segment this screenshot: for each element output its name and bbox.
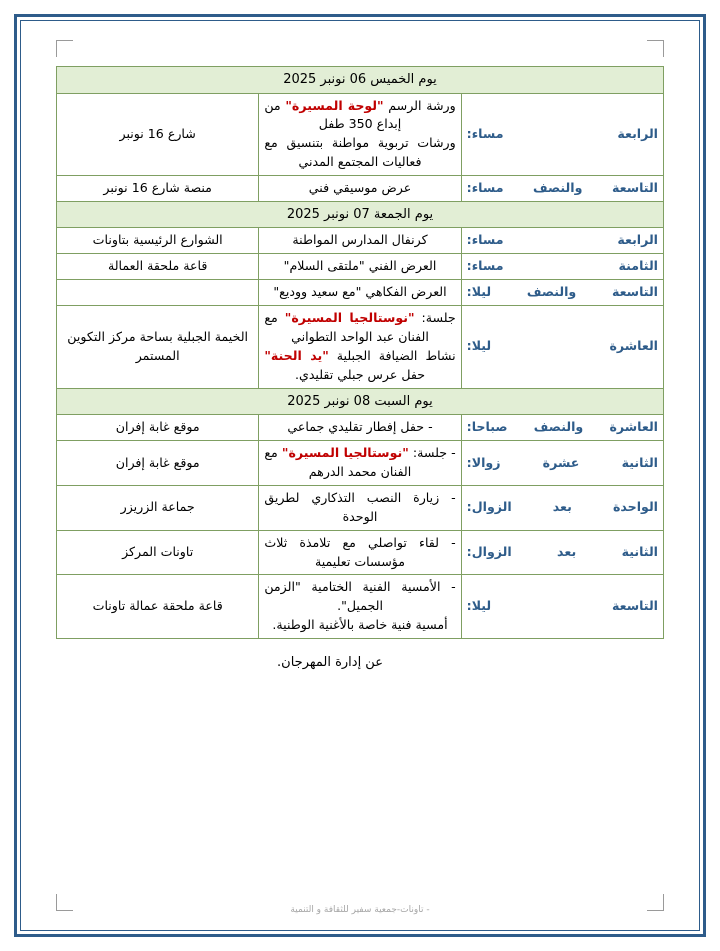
schedule-activity-cell [259,441,461,486]
activity-line [264,489,455,527]
activity-text: - حفل إفطار تقليدي جماعي [287,419,433,435]
schedule-activity-cell [259,228,461,254]
activity-text: حفل عرس جبلي تقليدي. [294,366,426,382]
activity-text: - الأمسية الفنية الختامية "الزمن الجميل". [264,579,456,614]
schedule-activity-cell [259,93,461,176]
schedule-activity-cell [259,280,461,306]
schedule-place-cell: جماعة الزريزر [57,485,259,530]
document-content [56,66,664,670]
closing-note: عن إدارة المهرجان. [277,655,383,671]
activity-text: من إبداع 350 طفل [264,97,402,132]
activity-line [264,283,455,302]
schedule-place-cell: قاعة ملحقة العمالة [57,254,259,280]
activity-text: العرض الفني "ملتقى السلام" [283,258,437,274]
highlighted-title: "يد الحنة" [264,347,329,363]
schedule-row [57,254,664,280]
activity-text: نشاط الضيافة الجبلية [328,347,456,363]
schedule-activity-cell [259,415,461,441]
activity-text: عرض موسيقي فني [308,180,412,196]
day-header-row [57,67,664,94]
schedule-row [57,280,664,306]
schedule-activity-cell [259,306,461,389]
activity-line [264,231,455,250]
activity-text: العرض الفكاهي "مع سعيد ووديع" [273,284,447,300]
schedule-row [57,530,664,575]
activity-line [264,534,455,572]
highlighted-title: "لوحة المسيرة" [285,97,384,113]
crop-mark-top-right [647,40,664,57]
schedule-row [57,485,664,530]
schedule-activity-cell [259,485,461,530]
day-header-row [57,201,664,228]
schedule-place-cell: موقع غابة إفران [57,441,259,486]
day-header-label: يوم الخميس 06 نونبر 2025 [57,67,664,94]
day-header-label: يوم السبت 08 نونبر 2025 [57,388,664,415]
schedule-place-cell: شارع 16 نونبر [57,93,259,176]
activity-line [264,347,455,385]
schedule-place-cell: موقع غابة إفران [57,415,259,441]
schedule-time-cell: التاسعة والنصف ليلا: [461,280,663,306]
crop-mark-top-left [56,40,73,57]
schedule-time-cell: العاشرة ليلا: [461,306,663,389]
highlighted-title: "نوستالجيا المسيرة" [281,445,409,461]
page-footer: - تاونات-جمعية سفير للثقافة و التنمية [290,905,430,915]
festival-schedule-table [56,66,664,639]
schedule-time-cell: الثامنة مساء: [461,254,663,280]
schedule-time-cell: الثانية بعد الزوال: [461,530,663,575]
activity-text: - زيارة النصب التذكاري لطريق الوحدة [264,489,456,524]
activity-text: - جلسة: [408,445,456,461]
activity-line [264,179,455,198]
schedule-time-cell: التاسعة والنصف مساء: [461,176,663,202]
activity-line [264,257,455,276]
schedule-row [57,93,664,176]
schedule-place-cell [57,280,259,306]
schedule-place-cell: قاعة ملحقة عمالة تاونات [57,575,259,639]
schedule-activity-cell [259,575,461,639]
schedule-row [57,228,664,254]
schedule-activity-cell [259,176,461,202]
activity-text: أمسية فنية خاصة بالأغنية الوطنية. [272,617,448,633]
activity-line [264,616,455,635]
activity-line [264,97,455,135]
schedule-row [57,176,664,202]
schedule-activity-cell [259,254,461,280]
schedule-place-cell: الشوارع الرئيسية بتاونات [57,228,259,254]
schedule-row [57,441,664,486]
schedule-row [57,575,664,639]
schedule-time-cell: الواحدة بعد الزوال: [461,485,663,530]
schedule-row [57,306,664,389]
schedule-time-cell: العاشرة والنصف صباحا: [461,415,663,441]
schedule-time-cell: الرابعة مساء: [461,93,663,176]
activity-text: - لقاء تواصلي مع تلامذة ثلاث مؤسسات تعليمية [264,534,456,569]
schedule-place-cell: تاونات المركز [57,530,259,575]
activity-text: مع الفنان عبد الواحد التطواني [264,310,429,345]
activity-text: جلسة: [414,310,456,326]
activity-line [264,418,455,437]
activity-line [264,309,455,347]
activity-line [264,578,455,616]
activity-line [264,444,455,482]
activity-text: كرنفال المدارس المواطنة [292,232,428,248]
activity-line [264,134,455,172]
schedule-place-cell: منصة شارع 16 نونبر [57,176,259,202]
highlighted-title: "نوستالجيا المسيرة" [284,310,415,326]
schedule-time-cell: الرابعة مساء: [461,228,663,254]
activity-text: ورشة الرسم [383,97,456,113]
day-header-label: يوم الجمعة 07 نونبر 2025 [57,201,664,228]
schedule-time-cell: الثانية عشرة زوالا: [461,441,663,486]
day-header-row [57,388,664,415]
schedule-time-cell: التاسعة ليلا: [461,575,663,639]
schedule-row [57,415,664,441]
schedule-activity-cell [259,530,461,575]
activity-text: مع الفنان محمد الدرهم [264,445,412,479]
schedule-place-cell: الخيمة الجبلية بساحة مركز التكوين المستمر [57,306,259,389]
activity-text: ورشات تربوية مواطنة بتنسيق مع فعاليات المجتمع المدني [264,135,456,170]
